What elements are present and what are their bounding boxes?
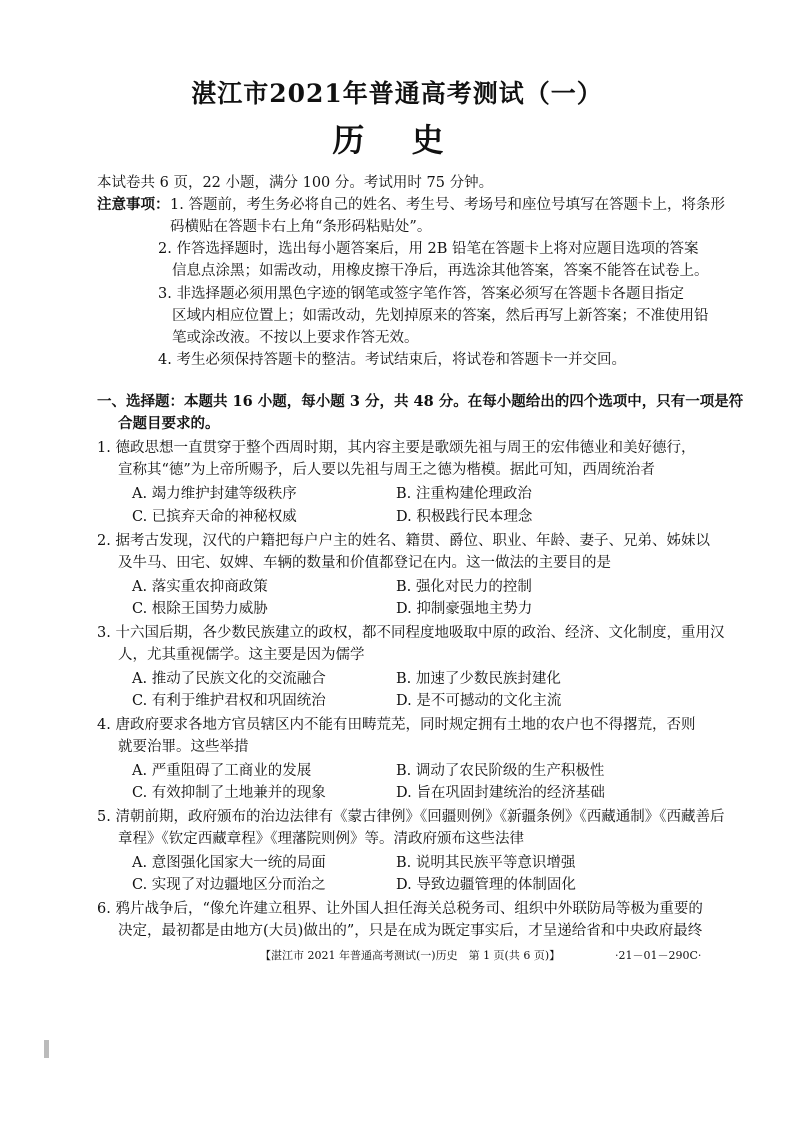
- notice-line: 笔或涂改液。不按以上要求作答无效。: [172, 330, 419, 346]
- notice-line: 4. 考生必须保持答题卡的整洁。考试结束后，将试卷和答题卡一并交回。: [158, 352, 626, 368]
- scan-mark: [44, 1040, 49, 1058]
- option-a: A. 竭力维护封建等级秩序: [132, 486, 297, 502]
- option-b: B. 说明其民族平等意识增强: [396, 855, 576, 871]
- question-stem: 2. 据考古发现，汉代的户籍把每户户主的姓名、籍贯、爵位、职业、年龄、妻子、兄弟、姊妹以: [97, 533, 710, 549]
- option-b: B. 调动了农民阶级的生产积极性: [396, 763, 605, 779]
- option-d: D. 导致边疆管理的体制固化: [396, 877, 576, 893]
- notice-line: 码横贴在答题卡右上角“条形码粘贴处”。: [170, 219, 432, 235]
- notice-line: 1. 答题前，考生务必将自己的姓名、考生号、考场号和座位号填写在答题卡上，将条形: [170, 197, 725, 213]
- question-stem: 宣称其“德”为上帝所赐予，后人要以先祖与周王之德为楷模。据此可知，西周统治者: [118, 462, 655, 478]
- option-c: C. 已摈弃天命的神秘权威: [132, 509, 297, 525]
- question-stem: 决定，最初都是由地方(大员)做出的”，只是在成为既定事实后，才呈递给省和中央政府最终: [118, 923, 703, 939]
- question-stem: 1. 德政思想一直贯穿于整个西周时期，其内容主要是歌颂先祖与周王的宏伟德业和美好德行，: [97, 440, 696, 456]
- option-d: D. 抑制豪强地主势力: [396, 601, 533, 617]
- option-a: A. 严重阻碍了工商业的发展: [132, 763, 312, 779]
- notice-line: 区域内相应位置上；如需改动，先划掉原来的答案，然后再写上新答案；不准使用铅: [172, 308, 709, 324]
- option-c: C. 根除王国势力威胁: [132, 601, 268, 617]
- question-stem: 3. 十六国后期，各少数民族建立的政权，都不同程度地吸取中原的政治、经济、文化制度，重用汉: [97, 625, 725, 641]
- option-c: C. 实现了对边疆地区分而治之: [132, 877, 326, 893]
- exam-code: ·21－01－290C·: [615, 949, 702, 962]
- option-d: D. 积极践行民本理念: [396, 509, 533, 525]
- question-stem: 人，尤其重视儒学。这主要是因为儒学: [118, 647, 365, 663]
- option-d: D. 旨在巩固封建统治的经济基础: [396, 785, 605, 801]
- notice-label: 注意事项：: [97, 196, 170, 213]
- subject-title: 历 史: [332, 121, 462, 159]
- section-heading: 一、选择题：本题共 16 小题，每小题 3 分，共 48 分。在每小题给出的四个选项中，只有一项是符: [97, 393, 744, 410]
- notice-line: 2. 作答选择题时，选出每小题答案后，用 2B 铅笔在答题卡上将对应题目选项的答案: [158, 241, 699, 257]
- question-stem: 就要治罪。这些举措: [118, 739, 249, 755]
- exam-intro: 本试卷共 6 页，22 小题，满分 100 分。考试用时 75 分钟。: [97, 175, 494, 191]
- option-a: A. 落实重农抑商政策: [132, 579, 268, 595]
- option-d: D. 是不可撼动的文化主流: [396, 693, 562, 709]
- option-c: C. 有利于维护君权和巩固统治: [132, 693, 326, 709]
- option-c: C. 有效抑制了土地兼并的现象: [132, 785, 326, 801]
- notice-line: 3. 非选择题必须用黑色字迹的钢笔或签字笔作答，答案必须写在答题卡各题目指定: [158, 286, 684, 302]
- option-b: B. 注重构建伦理政治: [396, 486, 532, 502]
- section-heading-cont: 合题目要求的。: [118, 415, 220, 432]
- option-a: A. 意图强化国家大一统的局面: [132, 855, 326, 871]
- option-b: B. 强化对民力的控制: [396, 579, 532, 595]
- question-stem: 5. 清朝前期，政府颁布的治边法律有《蒙古律例》《回疆则例》《新疆条例》《西藏通制》《西藏善后: [97, 809, 725, 825]
- question-stem: 4. 唐政府要求各地方官员辖区内不能有田畴荒芜，同时规定拥有土地的农户也不得撂荒，否则: [97, 717, 696, 733]
- exam-title: 湛江市2021年普通高考测试（一）: [191, 79, 603, 108]
- question-stem: 6. 鸦片战争后，“像允许建立租界、让外国人担任海关总税务司、组织中外联防局等极为重要的: [97, 901, 703, 917]
- option-a: A. 推动了民族文化的交流融合: [132, 671, 326, 687]
- question-stem: 及牛马、田宅、奴婢、车辆的数量和价值都登记在内。这一做法的主要目的是: [118, 555, 611, 571]
- question-stem: 章程》《钦定西藏章程》《理藩院则例》等。清政府颁布这些法律: [118, 831, 524, 847]
- notice-line: 信息点涂黑；如需改动，用橡皮擦干净后，再选涂其他答案，答案不能答在试卷上。: [172, 263, 709, 279]
- page-footer: 【湛江市 2021 年普通高考测试(一)历史 第 1 页(共 6 页)】: [260, 949, 561, 962]
- option-b: B. 加速了少数民族封建化: [396, 671, 561, 687]
